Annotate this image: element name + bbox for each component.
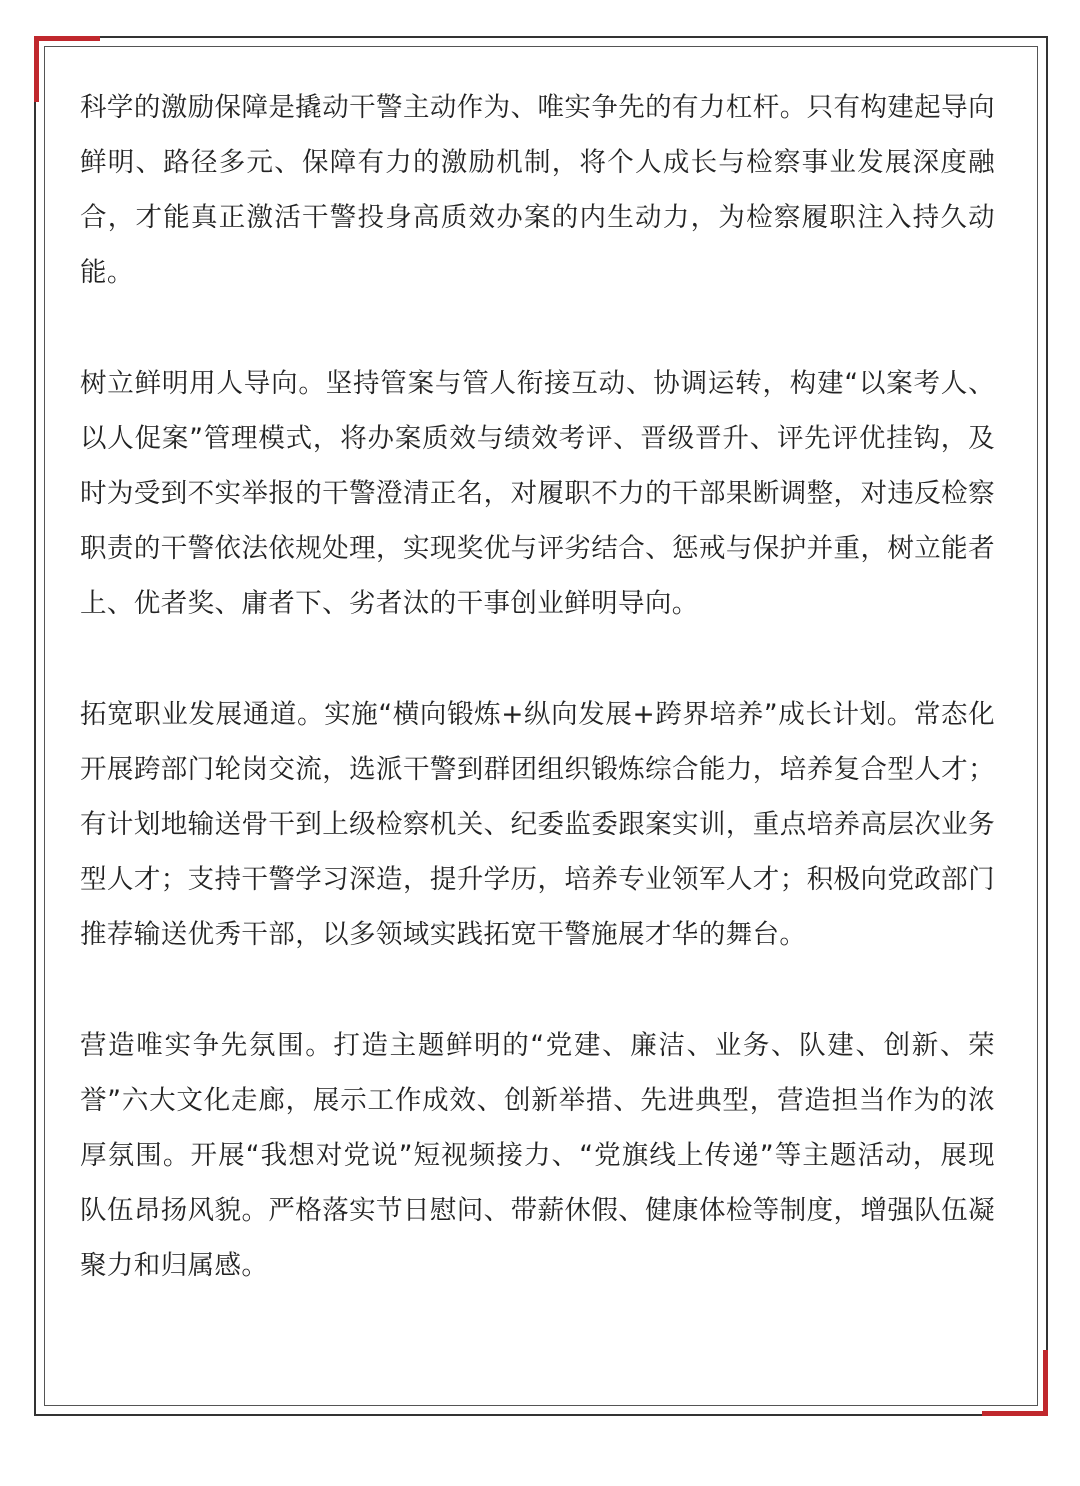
paragraph-employment-orientation: 树立鲜明用人导向。坚持管案与管人衔接互动、协调运转，构建“以案考人、以人促案”管理模式，将办案质效与绩效考评、晋级晋升、评先评优挂钩，及时为受到不实举报的干警澄清正名，对履职不力的干部果断调整，对违反检察职责的干警依法依规处理，实现奖优与评劣结合、惩戒与保护并重，树立能者上、优者奖、庸者下、劣者汰的干事创业鲜明导向。: [80, 368, 995, 619]
article-body: [80, 80, 995, 1349]
corner-accent-bottom-right: [982, 1411, 1048, 1416]
corner-accent-top-left: [34, 36, 100, 41]
paragraph-intro: 科学的激励保障是撬动干警主动作为、唯实争先的有力杠杆。只有构建起导向鲜明、路径多元、保障有力的激励机制，将个人成长与检察事业发展深度融合，才能真正激活干警投身高质效办案的内生动力，为检察履职注入持久动能。: [80, 92, 995, 288]
corner-accent-top-left-vertical: [34, 36, 39, 102]
paragraph-atmosphere: 营造唯实争先氛围。打造主题鲜明的“党建、廉洁、业务、队建、创新、荣誉”六大文化走廊，展示工作成效、创新举措、先进典型，营造担当作为的浓厚氛围。开展“我想对党说”短视频接力、“党旗线上传递”等主题活动，展现队伍昂扬风貌。严格落实节日慰问、带薪休假、健康体检等制度，增强队伍凝聚力和归属感。: [80, 1030, 995, 1281]
corner-accent-bottom-right-vertical: [1043, 1350, 1048, 1416]
paragraph-career-channels: 拓宽职业发展通道。实施“横向锻炼+纵向发展+跨界培养”成长计划。常态化开展跨部门轮岗交流，选派干警到群团组织锻炼综合能力，培养复合型人才；有计划地输送骨干到上级检察机关、纪委监委跟案实训，重点培养高层次业务型人才；支持干警学习深造，提升学历，培养专业领军人才；积极向党政部门推荐输送优秀干部，以多领域实践拓宽干警施展才华的舞台。: [80, 699, 995, 950]
